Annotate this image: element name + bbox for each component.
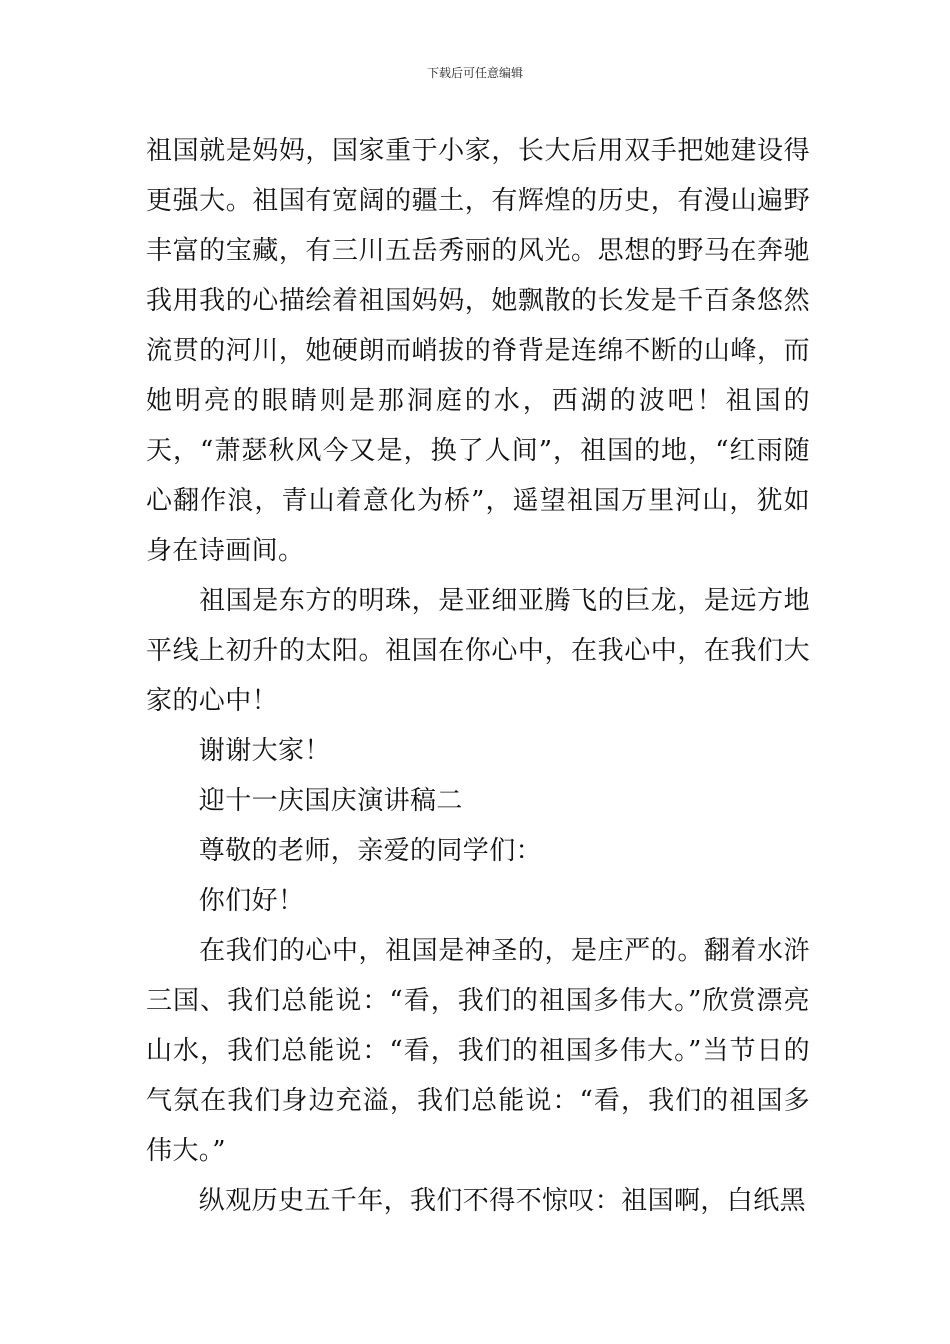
paragraph-3: 谢谢大家！: [146, 736, 331, 766]
paragraph-1: 祖国就是妈妈，国家重于小家，长大后用双手把她建设得更强大。祖国有宽阔的疆土，有辉煌的历史，有漫山遍野丰富的宝藏，有三川五岳秀丽的风光。思想的野马在奔驰我用我的心描绘着祖国妈妈，她飘散的长发是千百条悠然流贯的河川，她硬朗而峭拔的脊背是连绵不断的山峰，而她明亮的眼睛则是那洞庭的水，西湖的波吧！祖国的天，“萧瑟秋风今又是，换了人间”，祖国的地，“红雨随心翻作浪，青山着意化为桥”，遥望祖国万里河山，犹如身在诗画间。: [146, 136, 810, 566]
greeting: 你们好！: [146, 886, 305, 916]
salutation: 尊敬的老师，亲爱的同学们：: [146, 836, 543, 866]
page-header: 下载后可任意编辑: [426, 66, 523, 80]
document-body: [146, 126, 810, 1226]
paragraph-8: 纵观历史五千年，我们不得不惊叹：祖国啊，白纸黑: [146, 1186, 807, 1216]
paragraph-7: 在我们的心中，祖国是神圣的，是庄严的。翻着水浒三国、我们总能说：“看，我们的祖国多伟大。”欣赏漂亮山水，我们总能说：“看，我们的祖国多伟大。”当节日的气氛在我们身边充溢，我们总能说：“看，我们的祖国多伟大。”: [146, 936, 810, 1166]
paragraph-2: 祖国是东方的明珠，是亚细亚腾飞的巨龙，是远方地平线上初升的太阳。祖国在你心中，在我心中，在我们大家的心中！: [146, 586, 810, 716]
section-title: 迎十一庆国庆演讲稿二: [146, 786, 463, 816]
